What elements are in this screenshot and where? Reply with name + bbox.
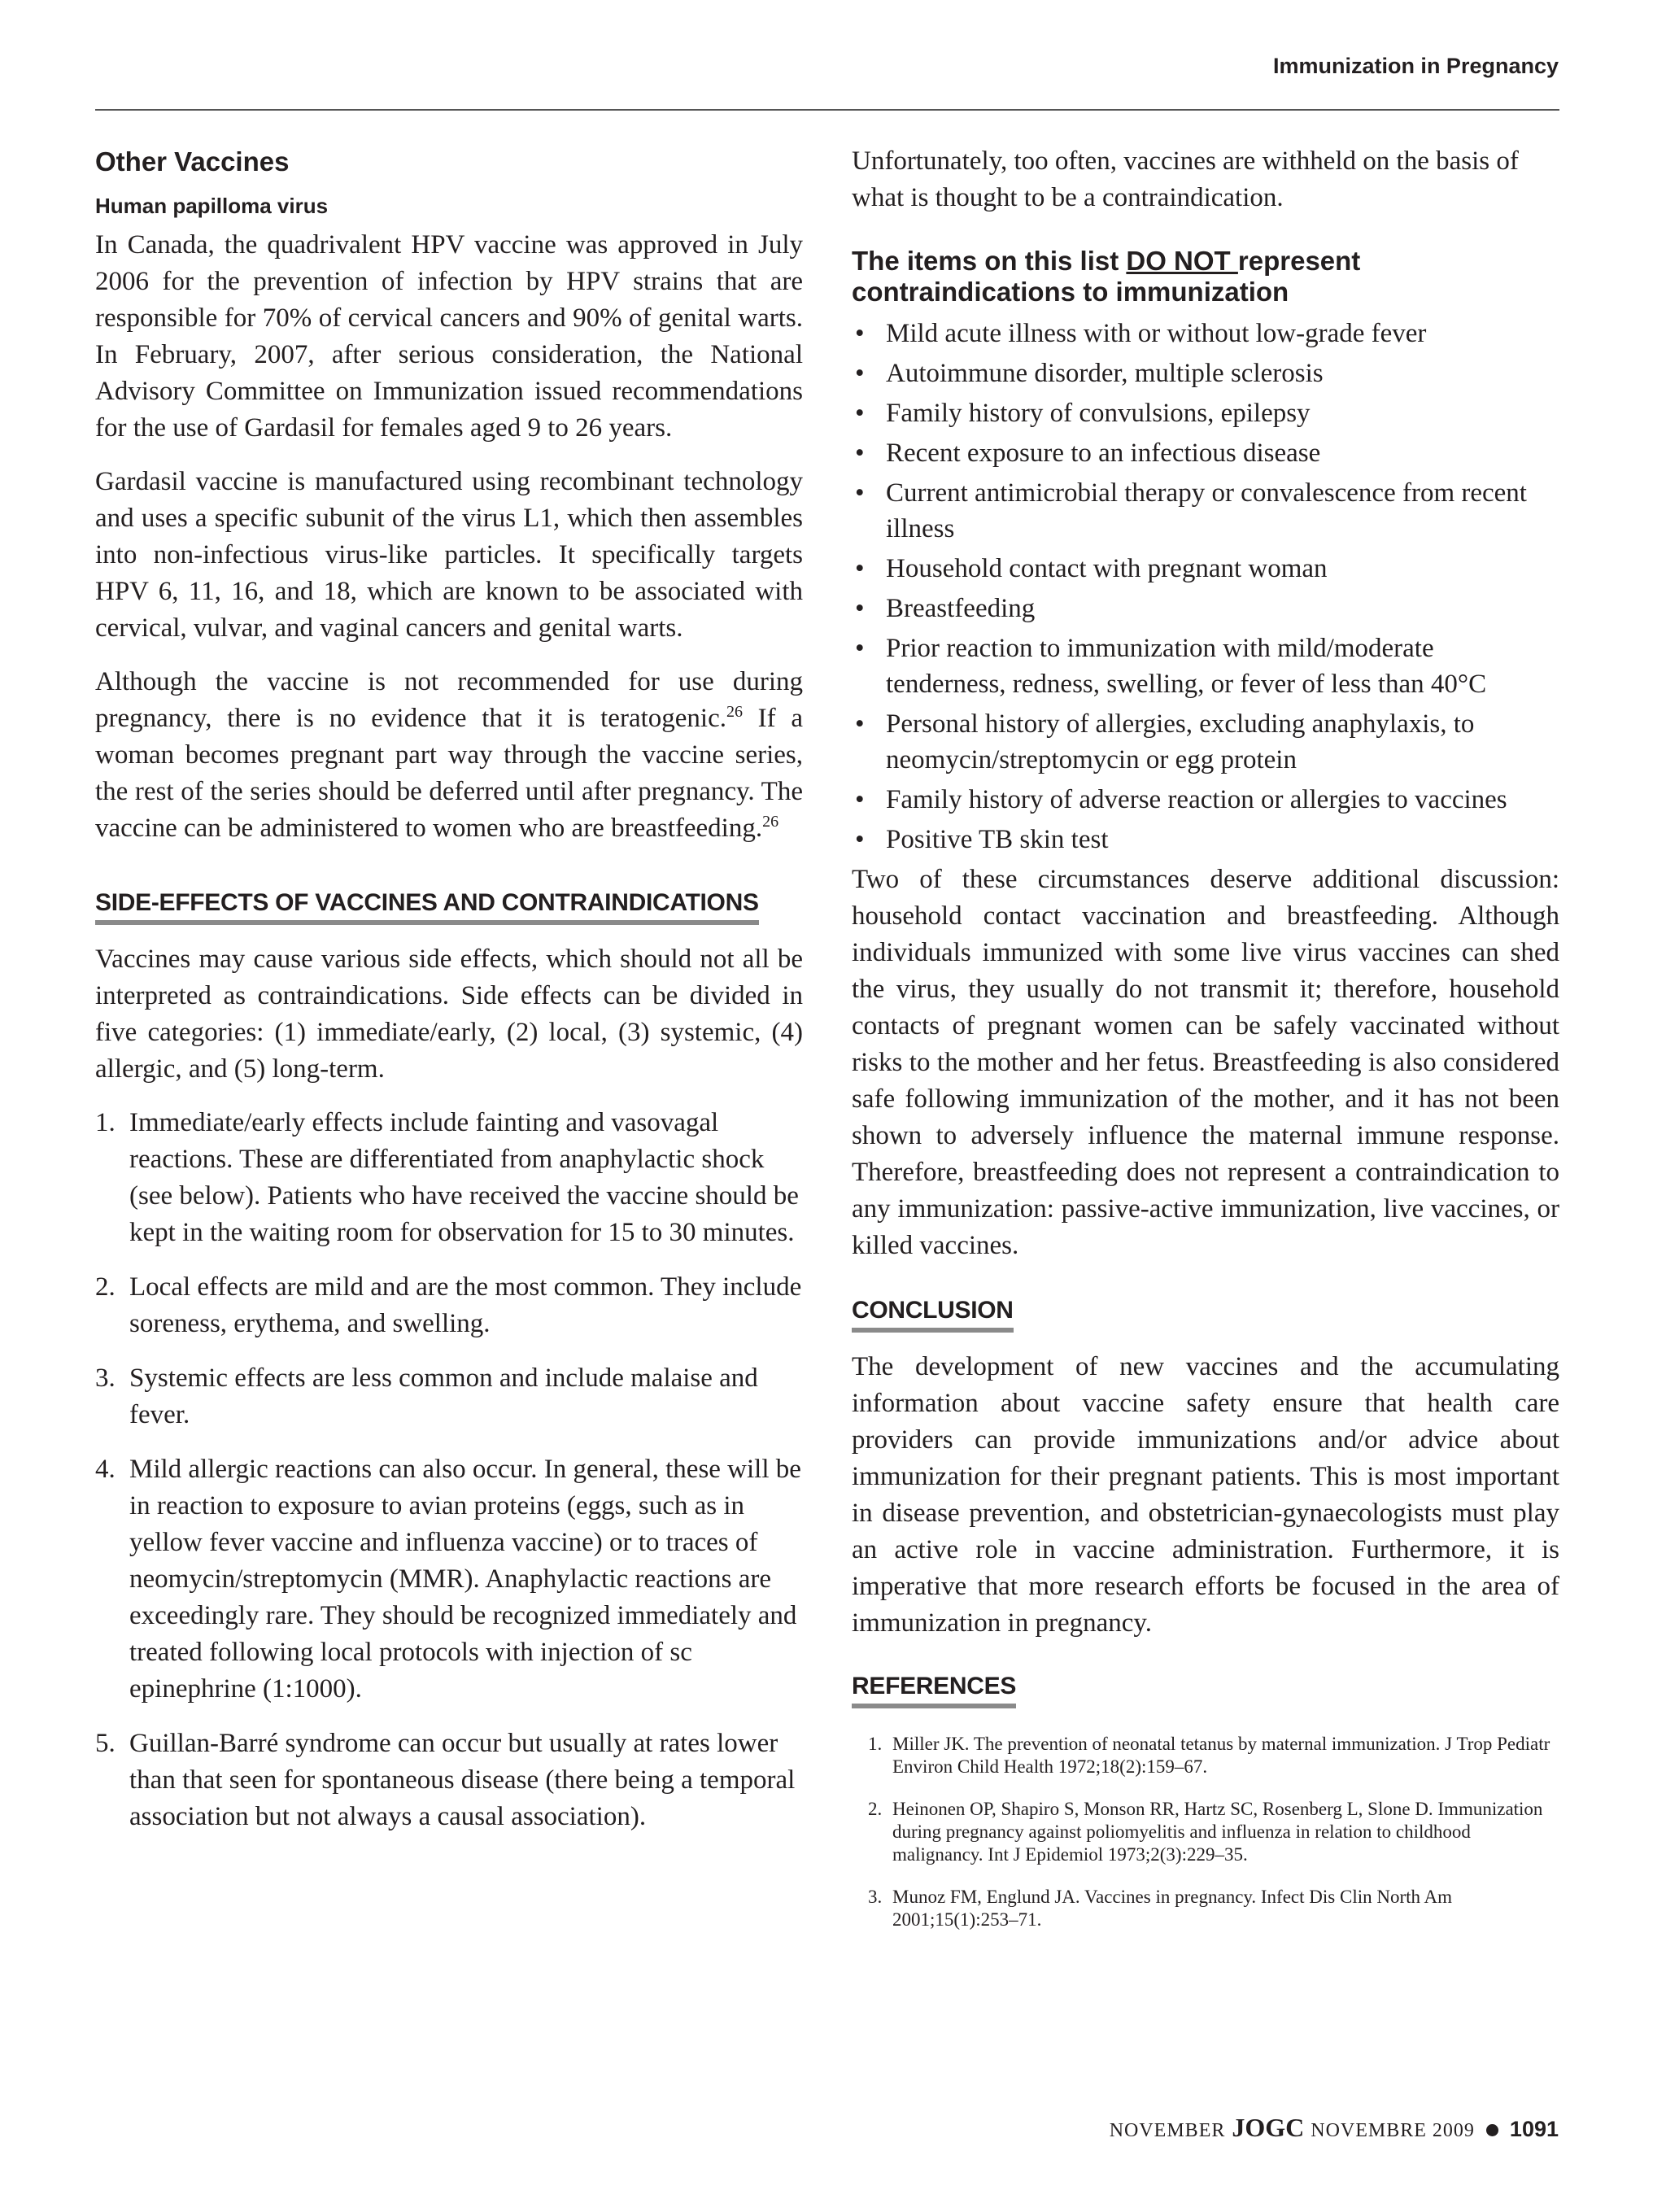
non-contraindications-list xyxy=(852,316,1559,857)
list-title-underlined: DO NOT xyxy=(1126,246,1238,276)
bullet-text: Family history of convulsions, epilepsy xyxy=(886,399,1311,428)
footer-month-fr-year: NOVEMBRE 2009 xyxy=(1311,2120,1475,2141)
section-side-effects-heading-wrap xyxy=(95,889,803,925)
contraindications-list-title xyxy=(852,246,1559,308)
page-footer xyxy=(1110,2113,1559,2143)
heading-conclusion: CONCLUSION xyxy=(852,1297,1014,1333)
bullet-text: Mild acute illness with or without low-grade fever xyxy=(886,319,1427,348)
list-item-text: Local effects are mild and are the most common. They include soreness, erythema, and swelling. xyxy=(129,1272,802,1338)
bullet-text: Positive TB skin test xyxy=(886,825,1109,854)
reference-item xyxy=(868,1733,1559,1778)
paragraph-household-breastfeeding: Two of these circumstances deserve additional discussion: household contact vaccination and breastfeeding. Although individuals immunized with some live virus vaccines can shed the virus, they usually do not transmit it; therefore, household contacts of pregnant women can be safely vaccinated without risks to the mother and her fetus. Breastfeeding is also considered safe following immunization of the mother, and it has not been shown to adversely influence the maternal immune response. Therefore, breastfeeding does not represent a contraindication to any immunization: passive-active immunization, live vaccines, or killed vaccines. xyxy=(852,865,1559,1260)
bullet-item xyxy=(852,395,1559,431)
subheading-hpv: Human papilloma virus xyxy=(95,194,329,218)
section-references-heading-wrap xyxy=(852,1673,1559,1708)
paragraph-hpv-approval: In Canada, the quadrivalent HPV vaccine was approved in July 2006 for the prevention of infection by HPV strains that are responsible for 70% of cervical cancers and 90% of genital warts. In February, 2007, after serious consideration, the National Advisory Committee on Immunization issued recommendations for the use of Gardasil for females aged 9 to 26 years. xyxy=(95,230,803,443)
bullet-icon: • xyxy=(855,399,865,428)
left-column xyxy=(95,143,803,1853)
heading-references: REFERENCES xyxy=(852,1673,1016,1708)
list-item-text: Systemic effects are less common and include malaise and fever. xyxy=(129,1363,758,1429)
footer-dot-icon xyxy=(1486,2124,1498,2136)
paragraph-pregnancy-text-b: If a woman becomes pregnant part way through the vaccine series, the rest of the series should be deferred until after pregnancy. The vaccine can be administered to women who are breastfeeding. xyxy=(95,704,803,843)
list-item xyxy=(95,1269,803,1342)
bullet-icon: • xyxy=(855,594,865,623)
footer-journal-name: JOGC xyxy=(1232,2113,1305,2142)
list-title-pre: The items on this list xyxy=(852,246,1127,276)
bullet-text: Breastfeeding xyxy=(886,594,1036,623)
list-item xyxy=(95,1105,803,1251)
heading-other-vaccines: Other Vaccines xyxy=(95,146,290,177)
heading-side-effects: SIDE-EFFECTS OF VACCINES AND CONTRAINDICATIONS xyxy=(95,889,759,925)
paragraph-withheld: Unfortunately, too often, vaccines are withheld on the basis of what is thought to be a contraindication. xyxy=(852,146,1519,212)
list-item-number: 4. xyxy=(95,1455,116,1484)
bullet-item xyxy=(852,706,1559,778)
bullet-item xyxy=(852,822,1559,857)
bullet-item xyxy=(852,356,1559,391)
list-item-number: 3. xyxy=(95,1363,116,1393)
reference-text: Heinonen OP, Shapiro S, Monson RR, Hartz SC, Rosenberg L, Slone D. Immunization during pregnancy against poliomyelitis and influenza in relation to childhood malignancy. Int J Epidemiol 1973;2(3):229–35. xyxy=(892,1799,1543,1865)
bullet-item xyxy=(852,435,1559,471)
bullet-item xyxy=(852,782,1559,818)
references-list xyxy=(868,1733,1559,1931)
bullet-text: Family history of adverse reaction or allergies to vaccines xyxy=(886,785,1507,814)
reference-item xyxy=(868,1798,1559,1866)
list-item-number: 1. xyxy=(95,1108,116,1137)
bullet-icon: • xyxy=(855,438,865,468)
bullet-icon: • xyxy=(855,554,865,583)
bullet-icon: • xyxy=(855,825,865,854)
bullet-text: Household contact with pregnant woman xyxy=(886,554,1328,583)
header-rule xyxy=(95,109,1559,111)
paragraph-side-effects-intro: Vaccines may cause various side effects, which should not all be interpreted as contraindications. Side effects can be divided in five categories: (1) immediate/early, (2) local, (3) systemic, (4) allergic, and (5) long-term. xyxy=(95,945,803,1084)
bullet-icon: • xyxy=(855,785,865,814)
citation-superscript: 26 xyxy=(762,813,779,831)
bullet-icon: • xyxy=(855,359,865,388)
list-item-number: 2. xyxy=(95,1272,116,1302)
bullet-icon: • xyxy=(855,478,865,508)
bullet-text: Personal history of allergies, excluding anaphylaxis, to neomycin/streptomycin or egg protein xyxy=(886,709,1475,774)
bullet-item xyxy=(852,591,1559,626)
reference-item xyxy=(868,1886,1559,1931)
list-item-text: Mild allergic reactions can also occur. In general, these will be in reaction to exposure to avian proteins (eggs, such as in yellow fever vaccine and influenza vaccine) or to traces of neomycin/streptomycin (MMR). Anaphylactic reactions are exceedingly rare. They should be recognized immediately and treated following local protocols with injection of sc epinephrine (1:1000). xyxy=(129,1455,801,1704)
bullet-item xyxy=(852,630,1559,702)
list-item xyxy=(95,1726,803,1835)
bullet-icon: • xyxy=(855,319,865,348)
footer-month-en: NOVEMBER xyxy=(1109,2120,1226,2141)
bullet-text: Autoimmune disorder, multiple sclerosis xyxy=(886,359,1324,388)
section-conclusion-heading-wrap xyxy=(852,1297,1559,1333)
reference-number: 3. xyxy=(868,1887,883,1907)
list-item-text: Immediate/early effects include fainting and vasovagal reactions. These are differentiated from anaphylactic shock (see below). Patients who have received the vaccine should be kept in the waiting room for observation for 15 to 30 minutes. xyxy=(129,1108,799,1247)
paragraph-conclusion: The development of new vaccines and the accumulating information about vaccine safety ensure that health care providers can provide immunizations and/or advice about immunization for their pregnant patients. This is most important in disease prevention, and obstetrician-gynaecologists must play an active role in vaccine administration. Furthermore, it is imperative that more research efforts be focused in the area of immunization in pregnancy. xyxy=(852,1352,1559,1638)
paragraph-pregnancy-text-a: Although the vaccine is not recommended for use during pregnancy, there is no evidence that it is teratogenic. xyxy=(95,667,803,733)
bullet-item xyxy=(852,551,1559,587)
bullet-text: Recent exposure to an infectious disease xyxy=(886,438,1321,468)
bullet-item xyxy=(852,316,1559,351)
list-item xyxy=(95,1451,803,1708)
bullet-icon: • xyxy=(855,634,865,663)
reference-text: Munoz FM, Englund JA. Vaccines in pregnancy. Infect Dis Clin North Am 2001;15(1):253–71. xyxy=(892,1887,1452,1930)
list-item xyxy=(95,1360,803,1433)
bullet-text: Prior reaction to immunization with mild/moderate tenderness, redness, swelling, or fever of less than 40°C xyxy=(886,634,1487,699)
running-head: Immunization in Pregnancy xyxy=(1272,54,1559,78)
list-item-text: Guillan-Barré syndrome can occur but usually at rates lower than that seen for spontaneous disease (there being a temporal association but not always a causal association). xyxy=(129,1729,796,1831)
list-item-number: 5. xyxy=(95,1729,116,1758)
reference-text: Miller JK. The prevention of neonatal tetanus by maternal immunization. J Trop Pediatr Environ Child Health 1972;18(2):159–67. xyxy=(892,1734,1550,1777)
paragraph-gardasil: Gardasil vaccine is manufactured using recombinant technology and uses a specific subunit of the virus L1, which then assembles into non-infectious virus-like particles. It specifically targets HPV 6, 11, 16, and 18, which are known to be associated with cervical, vulvar, and vaginal cancers and genital warts. xyxy=(95,467,803,643)
bullet-item xyxy=(852,475,1559,547)
paragraph-pregnancy xyxy=(95,664,803,847)
page-number: 1091 xyxy=(1509,2117,1559,2141)
bullet-text: Current antimicrobial therapy or convalescence from recent illness xyxy=(886,478,1527,543)
side-effects-list xyxy=(95,1105,803,1835)
citation-superscript: 26 xyxy=(726,703,743,721)
bullet-icon: • xyxy=(855,709,865,739)
right-column xyxy=(852,143,1559,1951)
list-title-post: represent contraindications to immunization xyxy=(852,246,1361,307)
reference-number: 1. xyxy=(868,1734,883,1754)
reference-number: 2. xyxy=(868,1799,883,1819)
